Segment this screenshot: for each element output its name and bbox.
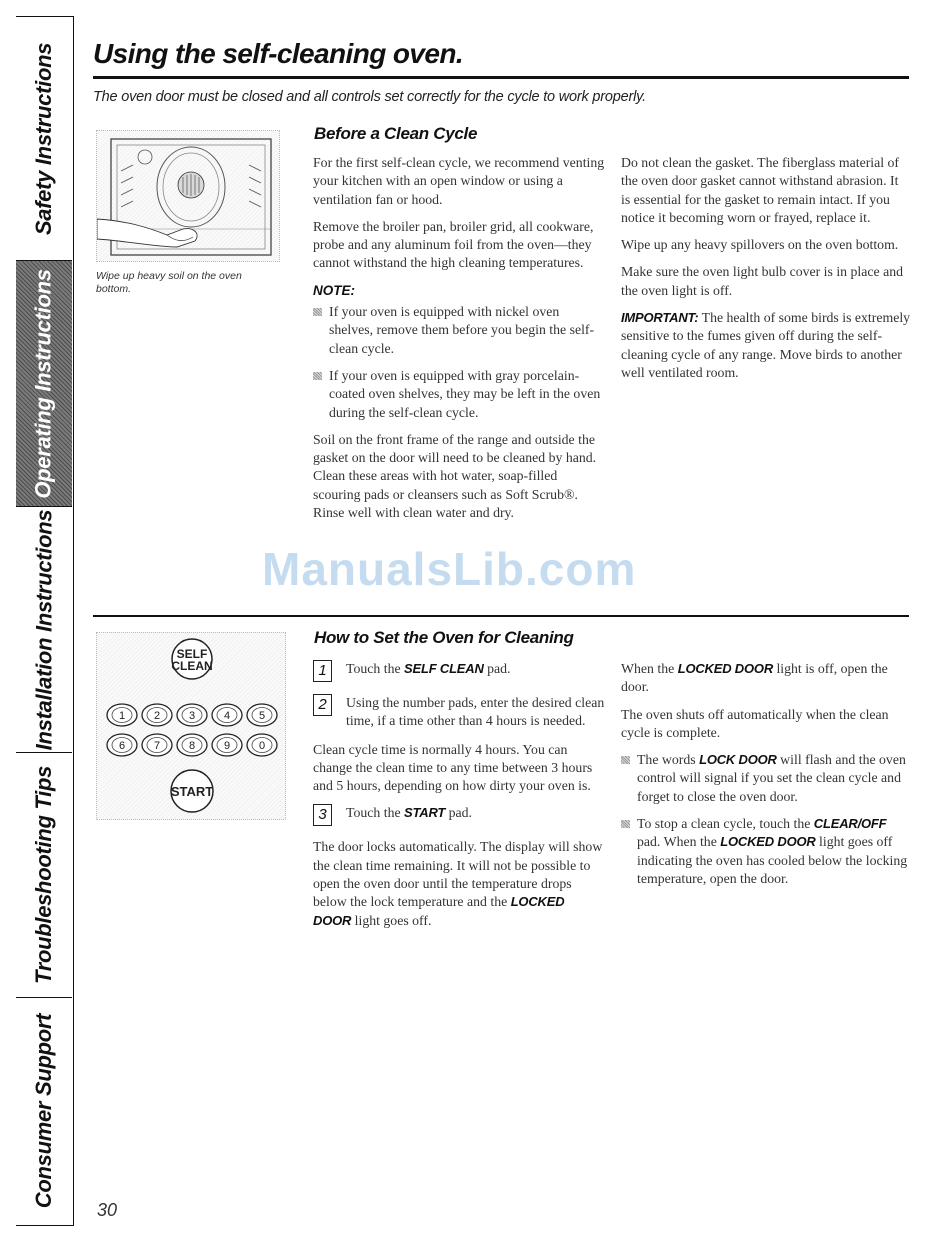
page-title: Using the self-cleaning oven. <box>93 38 464 69</box>
number-pad-label: 1 <box>118 710 126 722</box>
text: light is off, open the door. <box>621 661 888 695</box>
text: will flash and the oven control will signal if you set the clean cycle and forget to close the oven door. <box>637 752 906 804</box>
self-clean-line1: SELF <box>176 647 208 661</box>
section-heading-how-to-set: How to Set the Oven for Cleaning <box>314 628 574 647</box>
step-number: 1 <box>313 660 332 682</box>
tab-label: Consumer Support <box>31 1013 56 1209</box>
tab-operating-instructions[interactable] <box>16 261 72 507</box>
text: light goes off indicating the oven has cooled below the locking temperature, open the door. <box>637 834 908 886</box>
number-pad-label: 4 <box>223 710 231 722</box>
paragraph: For the first self-clean cycle, we recommend venting your kitchen with an open window or using a ventilation fan or hood. <box>313 155 605 207</box>
lock-door-keyword: LOCK DOOR <box>699 752 777 768</box>
step-2 <box>313 694 605 731</box>
watermark: ManualsLib.com <box>262 543 637 595</box>
number-pad-label: 5 <box>258 710 266 722</box>
locked-door-keyword: LOCKED DOOR <box>677 661 774 676</box>
paragraph <box>313 838 605 929</box>
text: To stop a clean cycle, touch the <box>637 816 814 832</box>
start-keyword: START <box>404 805 446 821</box>
clear-off-keyword: CLEAR/OFF <box>813 816 887 832</box>
paragraph: Soil on the front frame of the range and outside the gasket on the door will need to be cleaned by hand. Clean these areas with hot water, soap-filled scouring pads or cleansers such as Soft Scrub®. Rinse well with clean water and dry. <box>313 431 597 521</box>
text: The words <box>637 752 700 768</box>
paragraph: Make sure the oven light bulb cover is in place and the oven light is off. <box>621 264 903 298</box>
note-bullet: If your oven is equipped with nickel oven shelves, remove them before you begin the self-clean cycle. <box>313 303 605 358</box>
step-number: 2 <box>313 694 332 716</box>
section-heading-before-clean: Before a Clean Cycle <box>314 124 478 143</box>
important-label: IMPORTANT: <box>621 310 699 326</box>
tab-label: Troubleshooting Tips <box>31 765 57 985</box>
number-pad-label: 2 <box>153 710 161 722</box>
start-label: START <box>170 784 214 799</box>
step-text: Touch the <box>346 661 405 676</box>
text: When the <box>621 661 678 676</box>
tab-consumer-support[interactable] <box>16 998 72 1224</box>
step-3 <box>313 804 605 828</box>
number-pad-label: 0 <box>258 740 266 752</box>
info-bullet <box>621 751 911 806</box>
step-1 <box>313 660 605 684</box>
info-bullet <box>621 815 911 888</box>
keypad-drawing <box>97 633 287 821</box>
note-label: NOTE: <box>313 282 355 298</box>
title-rule <box>93 76 909 79</box>
section-divider <box>93 615 909 617</box>
paragraph: Clean cycle time is normally 4 hours. You can change the clean time to any time between 3 hours and 5 hours, depending on how dirty your oven is. <box>313 741 593 794</box>
number-pad-label: 9 <box>223 740 231 752</box>
paragraph: Wipe up any heavy spillovers on the oven bottom. <box>621 237 899 253</box>
howto-right-column <box>621 660 911 897</box>
tab-safety-instructions[interactable] <box>16 17 72 261</box>
step-text: Using the number pads, enter the desired clean time, if a time other than 4 hours is needed. <box>346 695 605 729</box>
step-text: pad. <box>483 661 511 676</box>
tab-label: Installation Instructions <box>31 509 57 750</box>
paragraph: The oven shuts off automatically when the clean cycle is complete. <box>621 706 889 740</box>
tab-installation-instructions[interactable] <box>16 507 72 753</box>
paragraph: Remove the broiler pan, broiler grid, all cookware, probe and any aluminum foil from the oven—they cannot withstand the high cleaning temperatures. <box>313 218 594 271</box>
before-right-column <box>621 154 911 391</box>
paragraph <box>621 660 911 697</box>
step-text: pad. <box>445 805 473 821</box>
number-pad-label: 8 <box>188 740 196 752</box>
text: pad. When the <box>637 834 721 850</box>
oven-interior-illustration <box>96 130 280 262</box>
tab-label: Safety Instructions <box>31 42 56 235</box>
paragraph: Do not clean the gasket. The fiberglass material of the oven door gasket cannot withstand abrasion. It is essential for the gasket to remain intact. If you notice it becoming worn or frayed, replace it. <box>621 155 900 225</box>
howto-left-column <box>313 660 605 939</box>
locked-door-keyword: LOCKED DOOR <box>313 894 565 928</box>
section-tab-bar <box>16 16 74 1226</box>
note-bullet: If your oven is equipped with gray porcelain-coated oven shelves, they may be left in the oven during the self-clean cycle. <box>313 367 605 422</box>
illustration-caption: Wipe up heavy soil on the oven bottom. <box>96 270 242 295</box>
page-subtitle: The oven door must be closed and all controls set correctly for the cycle to work properly. <box>93 89 646 105</box>
step-number: 3 <box>313 804 332 826</box>
number-pad-label: 3 <box>188 710 196 722</box>
number-pad-label: 6 <box>118 740 126 752</box>
self-clean-keyword: SELF CLEAN <box>404 661 484 676</box>
text: light goes off. <box>351 912 432 928</box>
text: The door locks automatically. The display will show the clean time remaining. It will not be possible to open the oven door until the temperature drops below the lock temperature and the <box>313 839 603 910</box>
before-left-column <box>313 154 605 531</box>
oven-drawing <box>97 131 281 263</box>
important-text: The health of some birds is extremely sensitive to the fumes given off during the self-cleaning cycle of any range. Move birds to another well ventilated room. <box>621 310 911 380</box>
control-panel-illustration <box>96 632 286 820</box>
tab-label: Operating Instructions <box>31 268 56 499</box>
self-clean-line2: CLEAN <box>171 659 213 673</box>
number-pad-label: 7 <box>153 740 161 752</box>
important-paragraph <box>621 309 911 382</box>
page-number: 30 <box>97 1200 118 1220</box>
locked-door-keyword: LOCKED DOOR <box>720 834 816 850</box>
tab-troubleshooting-tips[interactable] <box>16 753 72 998</box>
step-text: Touch the <box>346 805 405 821</box>
